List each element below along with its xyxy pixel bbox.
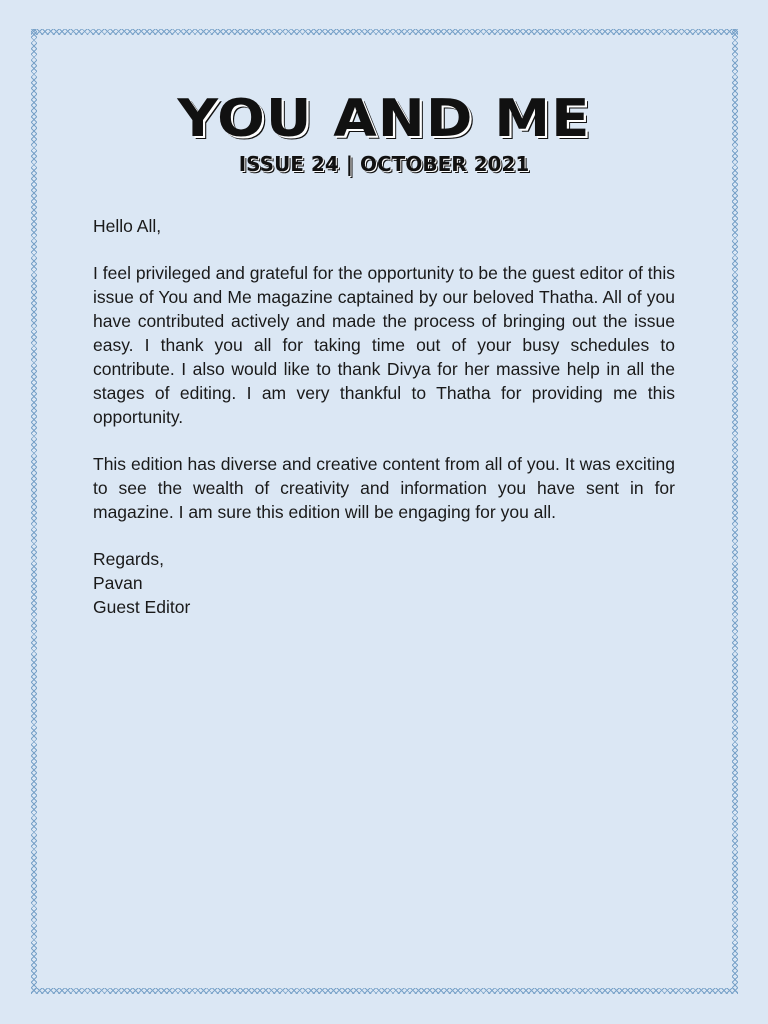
- letter-closing: Regards,: [93, 549, 165, 569]
- masthead: [0, 88, 768, 176]
- letter-greeting: Hello All,: [93, 216, 162, 236]
- letter-author: Pavan: [93, 573, 143, 593]
- letter-paragraph: I feel privileged and grateful for the opportunity to be the guest editor of this issue of You and Me magazine captained by our beloved Thatha. All of you have contributed actively and made the process of bringing out the issue easy. I thank you all for taking time out of your busy schedules to contribute. I also would like to thank Divya for her massive help in all the stages of editing. I am very thankful to Thatha for providing me this opportunity.: [93, 263, 675, 427]
- editor-letter: [93, 214, 675, 619]
- issue-line: ISSUE 24 | OCTOBER 2021: [238, 152, 530, 176]
- letter-paragraph: This edition has diverse and creative content from all of you. It was exciting to see the wealth of creativity and information you have sent in for magazine. I am sure this edition will be engaging for you all.: [93, 454, 675, 522]
- decorative-border-bottom: [31, 988, 738, 994]
- magazine-title: YOU AND ME: [177, 89, 591, 149]
- decorative-border-top: [31, 29, 738, 35]
- letter-signoff: [93, 547, 675, 619]
- letter-author-role: Guest Editor: [93, 597, 191, 617]
